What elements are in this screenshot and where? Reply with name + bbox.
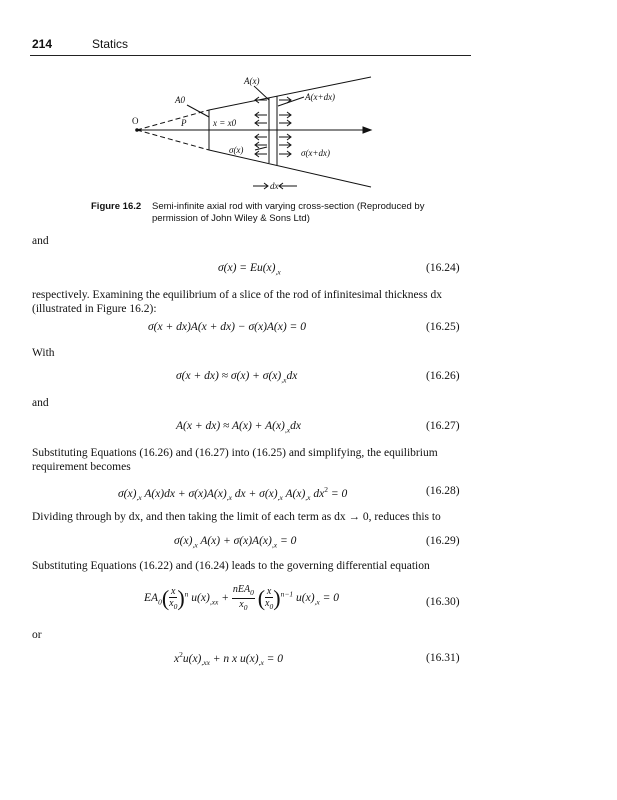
label-origin: O <box>132 116 139 126</box>
eq-number-16-31: (16.31) <box>426 652 460 664</box>
equation-16-27: $A(x + dx) \approx A(x) + A(x)_{,x}dx$ <box>176 420 301 435</box>
a0-pointer <box>187 105 209 117</box>
equation-16-28: $\sigma(x)_{,x}$ $A(x)dx + \sigma(x)A(x)_{,x}$ dx + $\sigma(x)_{,x}$ $A(x)_{,x}$ $dx^2 = 0$ <box>118 485 348 503</box>
text-dividing: Dividing through by dx, and then taking the limit of each term as dx → 0, reduces this to <box>32 511 441 523</box>
eq-number-16-30: (16.30) <box>426 596 460 608</box>
running-title: Statics <box>92 37 129 51</box>
rod-top-edge <box>209 77 371 110</box>
equation-16-31: $x^2u(x)_{,xx} + n$ x $u(x)_{,x} = 0$ <box>174 650 284 668</box>
header-rule <box>30 55 471 56</box>
eq-number-16-24: (16.24) <box>426 262 460 274</box>
text-and-2: and <box>32 397 49 409</box>
text-substituting-2: Substituting Equations (16.22) and (16.24) leads to the governing differential equation <box>32 560 430 572</box>
axdx-pointer <box>278 97 304 106</box>
equation-16-26: $\sigma(x + dx) \approx \sigma(x) + \sigma(x)_{,x}dx$ <box>176 370 298 385</box>
label-sigma-x-dx: σ(x+dx) <box>301 148 330 158</box>
label-sigma-x: σ(x) <box>229 145 244 155</box>
label-x-eq-x0: x = x0 <box>213 118 237 128</box>
equation-16-30: $EA_0$( $\frac{x}{x_0}$ )$^n$ $u(x)_{,xx}$ + $\frac{nEA_0}{x_0}$ ( $\frac{x}{x_0}$ )$^{n-1}$ $u(x)_{,x} = 0$ <box>144 584 340 612</box>
label-a0: A0 <box>175 95 185 105</box>
eq-number-16-29: (16.29) <box>426 535 460 547</box>
label-dx: dx <box>270 181 279 191</box>
equation-16-29: $\sigma(x)_{,x}$ $A(x) + \sigma(x)A(x)_{,x} = 0$ <box>174 535 297 550</box>
equation-16-24: $\sigma(x) = Eu(x)_{,x}$ <box>218 262 281 277</box>
projection-line-bottom <box>137 130 209 150</box>
equation-16-25: σ(x + dx)A(x + dx) − σ(x)A(x) = 0 <box>148 321 306 333</box>
eq-number-16-28: (16.28) <box>426 485 460 497</box>
page-number: 214 <box>32 37 53 51</box>
eq-number-16-25: (16.25) <box>426 321 460 333</box>
origin-point <box>135 128 139 132</box>
text-or: or <box>32 629 42 641</box>
x-axis-arrowhead <box>363 127 371 133</box>
figure-caption-label: Figure 16.2 <box>91 201 142 212</box>
rod-figure <box>125 70 385 195</box>
label-a-x-dx: A(x+dx) <box>305 92 336 102</box>
sigma-pointer <box>255 147 267 150</box>
rod-bottom-edge <box>209 150 371 187</box>
text-respectively: respectively. Examining the equilibrium of a slice of the rod of infinitesimal thickness dx (illustrated in Figure 16.2): <box>32 289 442 315</box>
figure-caption-text: Semi-infinite axial rod with varying cross-section (Reproduced by permission of John Wiley & Sons Ltd) <box>152 201 425 224</box>
stress-arrows-right <box>279 97 291 157</box>
eq-number-16-26: (16.26) <box>426 370 460 382</box>
label-a-x: A(x) <box>244 76 260 86</box>
eq-number-16-27: (16.27) <box>426 420 460 432</box>
ax-pointer <box>254 86 269 100</box>
text-and-1: and <box>32 235 49 247</box>
label-p: P <box>181 118 187 128</box>
text-substituting-1: Substituting Equations (16.26) and (16.27) into (16.25) and simplifying, the equilibrium requirement becomes <box>32 447 438 473</box>
text-with: With <box>32 347 55 359</box>
projection-line-top <box>137 110 209 130</box>
